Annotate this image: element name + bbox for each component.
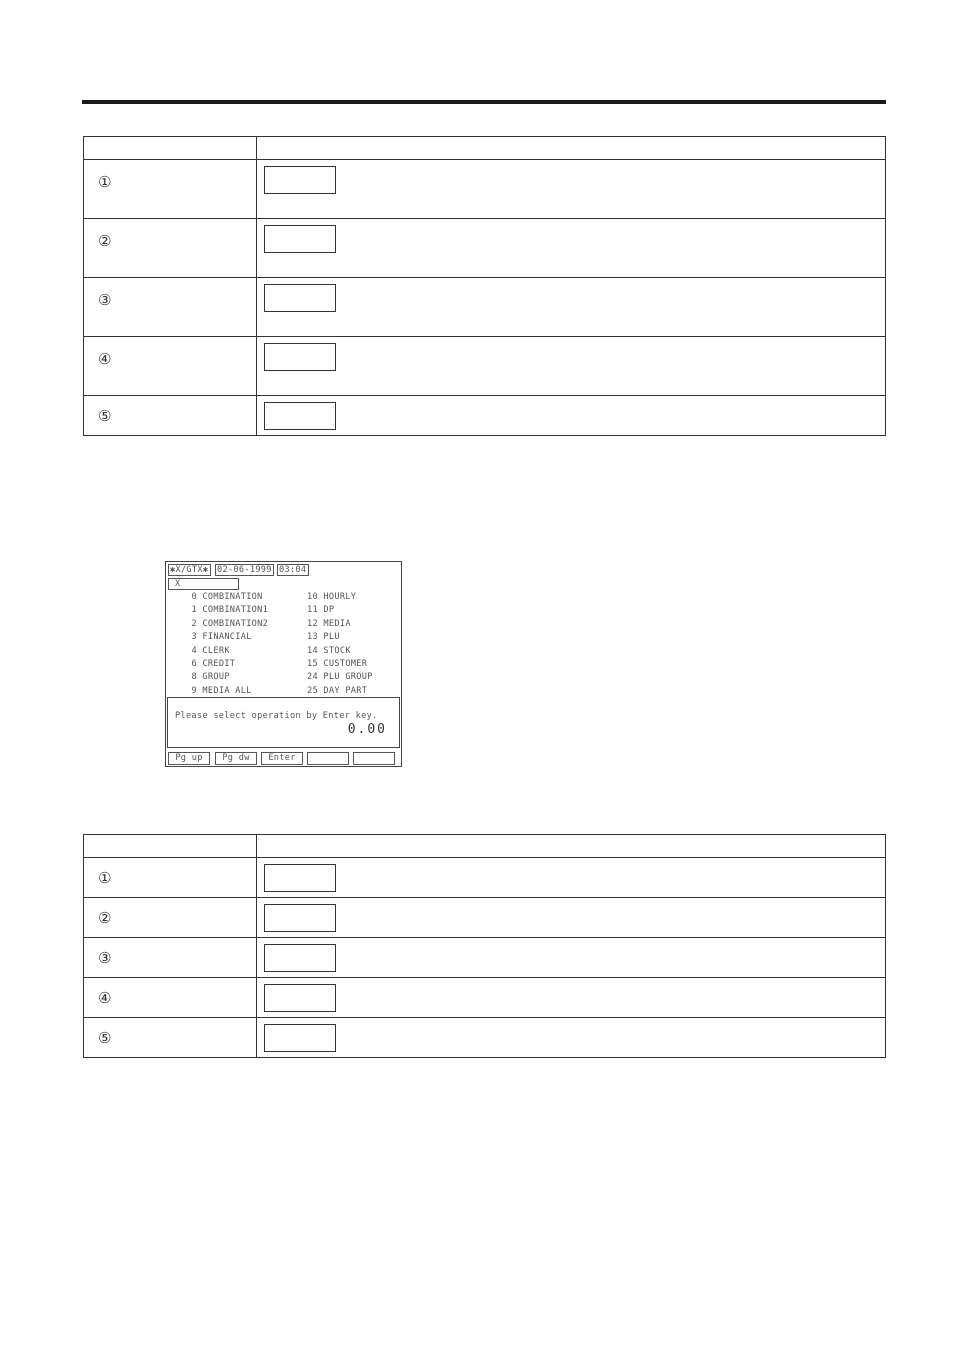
header-cell-operation (257, 137, 886, 160)
table-row (84, 278, 886, 337)
menu-item[interactable]: 10 HOURLY (307, 592, 357, 602)
key-box (264, 864, 336, 892)
page-down-button[interactable]: Pg dw (215, 752, 257, 765)
key-box (264, 225, 336, 253)
key-box (264, 984, 336, 1012)
table-row (84, 396, 886, 436)
menu-item[interactable]: 25 DAY PART (307, 685, 368, 696)
key-box (264, 284, 336, 312)
menu-item[interactable]: 13 PLU (307, 632, 340, 643)
key-table-2 (83, 834, 886, 1058)
menu-item[interactable]: 9 MEDIA ALL (186, 685, 252, 696)
mode-tag: ✱X/GTX✱ (168, 564, 211, 576)
message-area (167, 697, 400, 748)
time-display: 03:04 (277, 564, 309, 576)
menu-item[interactable]: 6 CREDIT (186, 659, 236, 669)
menu-item[interactable]: 1 COMBINATION1 (186, 605, 269, 616)
menu-item[interactable]: 2 COMBINATION2 (186, 618, 269, 629)
menu-item[interactable]: 11 DP (307, 605, 335, 616)
key-box (264, 904, 336, 932)
table-row (84, 858, 886, 898)
date-display: 02-06-1999 (215, 564, 274, 576)
step-marker: ① (98, 869, 112, 887)
table-row (84, 1018, 886, 1058)
prompt-message: Please select operation by Enter key. (175, 711, 378, 721)
table-row (84, 337, 886, 396)
table-row (84, 219, 886, 278)
menu-item[interactable]: 12 MEDIA (307, 618, 351, 629)
step-marker: ③ (98, 291, 112, 309)
key-box (264, 944, 336, 972)
step-marker: ② (98, 909, 112, 927)
key-box (264, 402, 336, 430)
menu-item[interactable]: 14 STOCK (307, 645, 351, 656)
menu-item[interactable]: 24 PLU GROUP (307, 672, 373, 683)
header-cell-step (84, 835, 257, 858)
key-box (264, 343, 336, 371)
table-header-row (84, 835, 886, 858)
amount-display: 0.00 (347, 722, 387, 737)
table-row (84, 978, 886, 1018)
table-header-row (84, 137, 886, 160)
menu-item[interactable]: 3 FINANCIAL (186, 632, 252, 643)
menu-item[interactable]: 0 COMBINATION (186, 592, 263, 602)
mode-field: X (168, 578, 239, 590)
key-box (264, 1024, 336, 1052)
key-box (264, 166, 336, 194)
step-marker: ⑤ (98, 407, 112, 425)
menu-item[interactable]: 8 GROUP (186, 672, 230, 683)
menu-item[interactable]: 15 CUSTOMER (307, 659, 368, 669)
menu-item[interactable]: 4 CLERK (186, 645, 230, 656)
function-key-4[interactable] (307, 752, 349, 765)
step-marker: ④ (98, 350, 112, 368)
step-marker: ③ (98, 949, 112, 967)
table-row (84, 898, 886, 938)
top-rule (82, 100, 886, 104)
table-row (84, 160, 886, 219)
header-cell-operation (257, 835, 886, 858)
step-marker: ④ (98, 989, 112, 1007)
step-marker: ① (98, 173, 112, 191)
function-key-5[interactable] (353, 752, 395, 765)
key-table-1 (83, 136, 886, 436)
header-cell-step (84, 137, 257, 160)
page-up-button[interactable]: Pg up (168, 752, 210, 765)
table-row (84, 938, 886, 978)
step-marker: ② (98, 232, 112, 250)
register-display (165, 561, 402, 767)
step-marker: ⑤ (98, 1029, 112, 1047)
enter-button[interactable]: Enter (261, 752, 303, 765)
